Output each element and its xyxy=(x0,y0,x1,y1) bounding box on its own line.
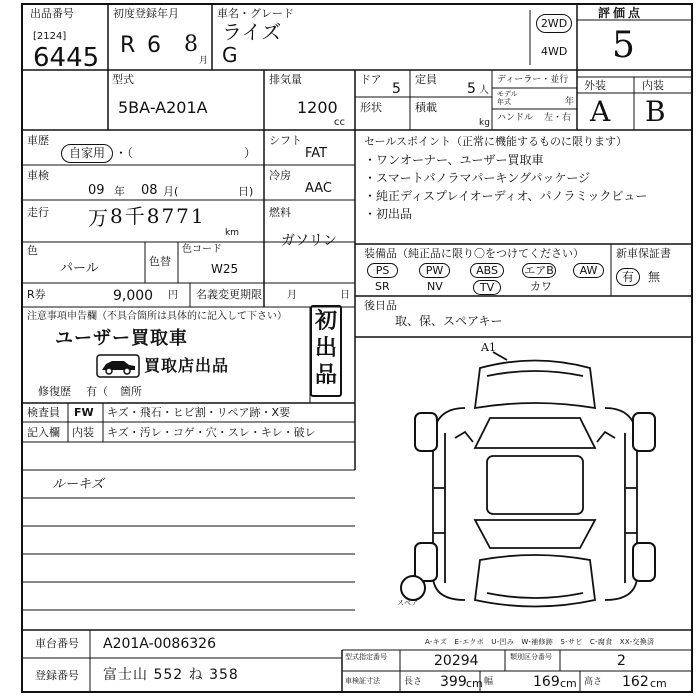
width-label: 幅 xyxy=(484,677,494,687)
mileage-man: 万 xyxy=(88,206,108,230)
inspector-label-2: 記入欄 xyxy=(27,426,60,439)
equip-abs-circled: ABS xyxy=(470,263,504,278)
handle-label: ハンドル xyxy=(497,113,534,123)
history-close: ） xyxy=(244,146,257,160)
equip-airbag-circled: エアB xyxy=(522,263,556,278)
name-change-month: 月 xyxy=(287,290,297,301)
mileage-label: 走行 xyxy=(27,206,49,219)
lot-number-label: 出品番号 xyxy=(30,7,74,20)
displacement-label: 排気量 xyxy=(269,73,302,86)
user-buyback-stamp: ユーザー買取車 xyxy=(55,328,188,349)
dealer-label: ディーラー・並行 xyxy=(497,75,569,85)
capacity-label: 定員 xyxy=(415,73,437,86)
recycle-label: R券 xyxy=(27,288,46,301)
name-change-day: 日 xyxy=(340,290,350,301)
lot-number: 6445 xyxy=(33,43,100,73)
color: パール xyxy=(60,261,99,276)
height: 162 xyxy=(622,674,649,690)
load-label: 積載 xyxy=(415,101,437,114)
after-items-label: 後日品 xyxy=(364,299,397,312)
history-label: 車歴 xyxy=(27,134,49,147)
inspection-month: 08 xyxy=(141,183,158,198)
exterior-grade: A xyxy=(590,95,611,128)
fuel-label: 燃料 xyxy=(269,206,291,219)
color-change-label: 色替 xyxy=(149,255,171,268)
inspection-label: 車検 xyxy=(27,169,49,182)
lot-number-sub: [2124] xyxy=(33,31,67,42)
plate-number: 富士山 552 ね 358 xyxy=(103,667,239,683)
repair-history-value: 有（ xyxy=(86,385,108,398)
equip-ps-circled: PS xyxy=(367,263,398,278)
category: 2 xyxy=(617,653,626,669)
car-damage-diagram xyxy=(395,338,680,630)
color-code-label: 色コード xyxy=(182,244,222,255)
displacement: 1200 xyxy=(297,98,338,117)
sales-point-item: ・初出品 xyxy=(364,207,413,221)
color-code: W25 xyxy=(211,262,239,276)
equip-aw-circled: AW xyxy=(573,263,604,278)
exterior-label: 外装 xyxy=(584,79,606,92)
sales-point-item: ・ワンオーナー、ユーザー買取車 xyxy=(364,153,544,167)
registration-era: R xyxy=(120,33,136,58)
score: 5 xyxy=(612,25,635,66)
score-label: 評価点 xyxy=(598,6,644,20)
notice-label: 注意事項申告欄（不具合箇所は具体的に記入して下さい） xyxy=(27,311,287,322)
capacity-unit: 人 xyxy=(479,85,489,96)
equipment-title: 装備品（純正品に限り〇をつけてください） xyxy=(364,247,584,260)
registration-month: 8 xyxy=(184,32,198,57)
drive-4wd: 4WD xyxy=(541,45,568,58)
length-label: 長さ xyxy=(404,677,423,687)
spare-label: スペア xyxy=(397,599,418,607)
mileage-value: 8千8771 xyxy=(110,204,206,228)
interior-grade: B xyxy=(645,95,666,128)
warranty-yes-circled: 有 xyxy=(616,268,640,286)
sales-point-item: ・スマートパノラマパーキングパッケージ xyxy=(364,171,591,185)
recycle-unit: 円 xyxy=(168,290,178,301)
type-approval-label: 型式指定番号 xyxy=(345,653,387,661)
car-stamp-icon xyxy=(96,354,140,378)
doors-label: ドア xyxy=(360,73,382,86)
equip-tv-circled: TV xyxy=(473,280,501,295)
inspection-year: 09 xyxy=(88,183,105,198)
height-label: 高さ xyxy=(584,677,603,687)
after-items-value: 取、保、スペアキー xyxy=(395,314,503,328)
ac: AAC xyxy=(305,181,332,196)
handwritten-remark: ルーキズ xyxy=(52,477,104,492)
interior-label: 内装 xyxy=(642,79,664,92)
category-label: 類別区分番号 xyxy=(510,653,552,661)
doors: 5 xyxy=(392,81,401,97)
handle-value: 左・右 xyxy=(544,113,572,123)
capacity: 5 xyxy=(467,81,476,97)
recycle-value: 9,000 xyxy=(113,288,154,304)
length-unit: cm xyxy=(466,677,483,690)
equip-leather: カワ xyxy=(530,280,552,293)
warranty-no: 無 xyxy=(648,270,661,284)
width: 169 xyxy=(533,674,560,690)
interior-check-text: キズ・汚レ・コゲ・穴・スレ・キレ・破レ xyxy=(107,426,316,439)
damage-mark-a1: A1 xyxy=(481,341,496,354)
registration-month-unit: 月 xyxy=(199,56,209,66)
shift-label: シフト xyxy=(269,134,302,147)
inspector-label-1: 検査員 xyxy=(27,406,60,419)
registration-year: 6 xyxy=(147,33,161,58)
model-label: 型式 xyxy=(112,73,134,86)
displacement-unit: cc xyxy=(334,117,345,128)
inspection-day-unit: 日) xyxy=(238,185,254,198)
interior-check-label: 内装 xyxy=(72,426,94,439)
history-value-circled: 自家用 xyxy=(61,144,113,163)
car-name: ライズ xyxy=(222,20,282,44)
name-change-label: 名義変更期限 xyxy=(196,288,262,301)
load-unit: kg xyxy=(479,118,490,128)
chassis-number: A201A-0086326 xyxy=(103,636,216,652)
equip-nv: NV xyxy=(427,280,443,293)
length: 399 xyxy=(440,674,467,690)
model-year-unit: 年 xyxy=(565,97,575,107)
inspection-year-unit: 年 xyxy=(114,185,125,198)
mileage-unit: km xyxy=(225,228,239,238)
plate-label: 登録番号 xyxy=(35,669,79,682)
height-unit: cm xyxy=(650,677,667,690)
equip-pw-circled: PW xyxy=(419,263,450,278)
repair-history-unit: 箇所 xyxy=(120,385,142,398)
inspection-month-unit: 月( xyxy=(163,185,179,198)
fuel: ガソリン xyxy=(281,233,337,249)
first-registration-label: 初度登録年月 xyxy=(113,7,179,20)
history-rest: ・（ xyxy=(115,146,134,160)
fw-label: FW xyxy=(74,406,94,419)
car-grade: G xyxy=(222,43,238,67)
damage-legend: A-キズ E-エクボ U-凹み W-補修跡 S-サビ C-腐食 XX-交換済 xyxy=(425,638,655,646)
shift: FAT xyxy=(305,146,328,161)
drive-2wd-circled: 2WD xyxy=(536,14,572,33)
chassis-label: 車台番号 xyxy=(35,637,79,650)
color-label: 色 xyxy=(27,244,38,257)
warranty-book-title: 新車保証書 xyxy=(616,247,671,260)
dimension-label: 車検証寸法 xyxy=(345,677,380,685)
first-listing-stamp: 初 出 品 xyxy=(314,309,337,388)
car-name-label: 車名・グレード xyxy=(217,7,294,20)
model-code: 5BA-A201A xyxy=(118,98,208,117)
type-approval: 20294 xyxy=(434,653,479,669)
width-unit: cm xyxy=(560,677,577,690)
shape-label: 形状 xyxy=(360,101,382,114)
fw-text: キズ・飛石・ヒビ割・リペア跡・X要 xyxy=(107,406,291,419)
repair-history-label: 修復歴 xyxy=(38,385,71,398)
ac-label: 冷房 xyxy=(269,169,291,182)
equip-sr: SR xyxy=(375,280,390,293)
shop-listing-stamp: 買取店出品 xyxy=(144,356,230,375)
model-year-label: モデル年式 xyxy=(497,90,518,106)
sales-points-title: セールスポイント（正常に機能するものに限ります） xyxy=(364,135,628,148)
sales-point-item: ・純正ディスプレイオーディオ、パノラミックビュー xyxy=(364,189,648,203)
